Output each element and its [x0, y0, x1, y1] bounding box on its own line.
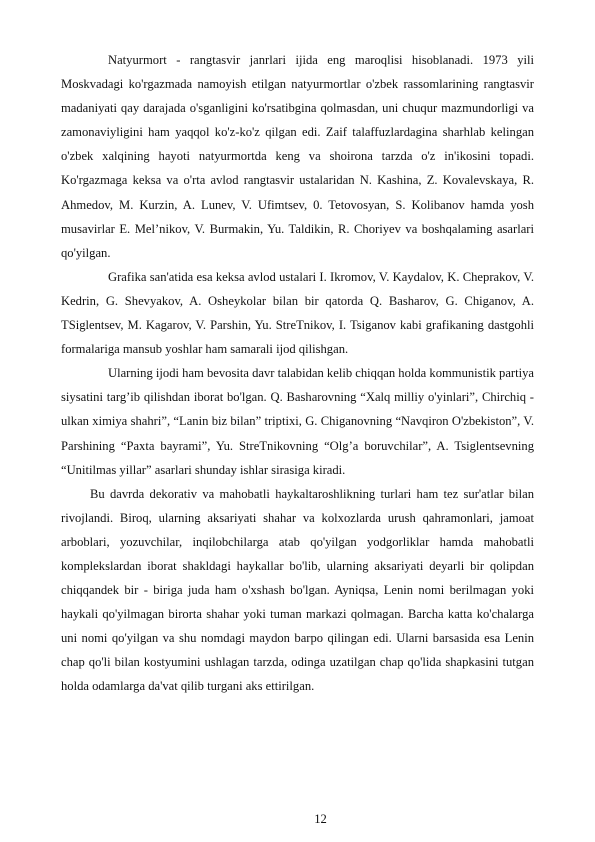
document-page: [61, 48, 534, 699]
paragraph-ijod: Ularning ijodi ham bevosita davr talabidan kelib chiqqan holda kommunistik partiya siysatini targ’ib qilishdan iborat bo'lgan. Q. Basharovning “Xalq milliy o'yinlari”, Chirchiq - ulkan ximiya shahri”, “Lanin biz bilan” triptixi, G. Chiganovning “Navqiron O'zbekiston”, V. Parshining “Paxta bayrami”, Yu. StreTnikovning “Olg’a boruvchilar”, A. Tsiglentsevning “Unitilmas yillar” asarlari shunday ishlar sirasiga kiradi.: [61, 366, 534, 477]
page-number: 12: [314, 812, 327, 826]
paragraph-haykaltaroshlik: Bu davrda dekorativ va mahobatli haykaltaroshlikning turlari ham tez sur'atlar bilan rivojlandi. Biroq, ularning aksariyati shahar va kolxozlarda urush qahramonlari, jamoat arboblari, yozuvchilar, inqilobchilarga atab qo'yilgan yodgorliklar hamda mahobatli komplekslardan iborat shakldagi haykallar bo'lib, ularning aksariyati deyarli bir qolipdan chiqqandek bir - biriga juda ham o'xshash bo'lgan. Ayniqsa, Lenin nomi berilmagan yoki haykali qo'yilmagan birorta shahar yoki tuman markazi qolmagan. Barcha katta ko'chalarga uni nomi qo'yilgan va shu nomdagi maydon barpo qilingan edi. Ularni barsasida esa Lenin chap qo'li bilan kostyumini ushlagan tarzda, odinga uzatilgan chap qo'lida shapkasini tutgan holda odamlarga da'vat qilib turgani aks ettirilgan.: [61, 486, 534, 694]
paragraph-natyurmort: Natyurmort - rangtasvir janrlari ijida eng maroqlisi hisoblanadi. 1973 yili Moskvadagi ko'rgazmada namoyish etilgan natyurmortlar o'zbek rassomlarining rangtasvir madaniyati qay darajada o'sganligini ko'rsatibgina qolmasdan, uni chuqur mazmundorligi va zamonaviyligini ham yaqqol ko'z-ko'z qilgan edi. Zaif talaffuzlardagina sharhlab kelingan o'zbek xalqining hayoti natyurmortda keng va shoirona tarzda o'z in'ikosini topadi. Ko'rgazmaga keksa va o'rta avlod rangtasvir ustalaridan N. Kashina, Z. Kovalevskaya, R. Ahmedov, M. Kurzin, A. Lunev, V. Ufimtsev, 0. Tetovosyan, S. Kolibanov hamda yosh musavirlar E. Mel’nikov, V. Burmakin, Yu. Taldikin, R. Choriyev va boshqalaming asarlari qo'yilgan.: [61, 53, 534, 260]
paragraph-grafika: Grafika san'atida esa keksa avlod ustalari I. Ikromov, V. Kaydalov, K. Cheprakov, V. Kedrin, G. Shevyakov, A. Osheykolar bilan bir qatorda Q. Basharov, G. Chiganov, A. TSiglentsev, M. Kagarov, V. Parshin, Yu. StreTnikov, I. Tsiganov kabi grafikaning dastgohli formalariga mansub yoshlar ham samarali ijod qilishgan.: [61, 269, 534, 357]
